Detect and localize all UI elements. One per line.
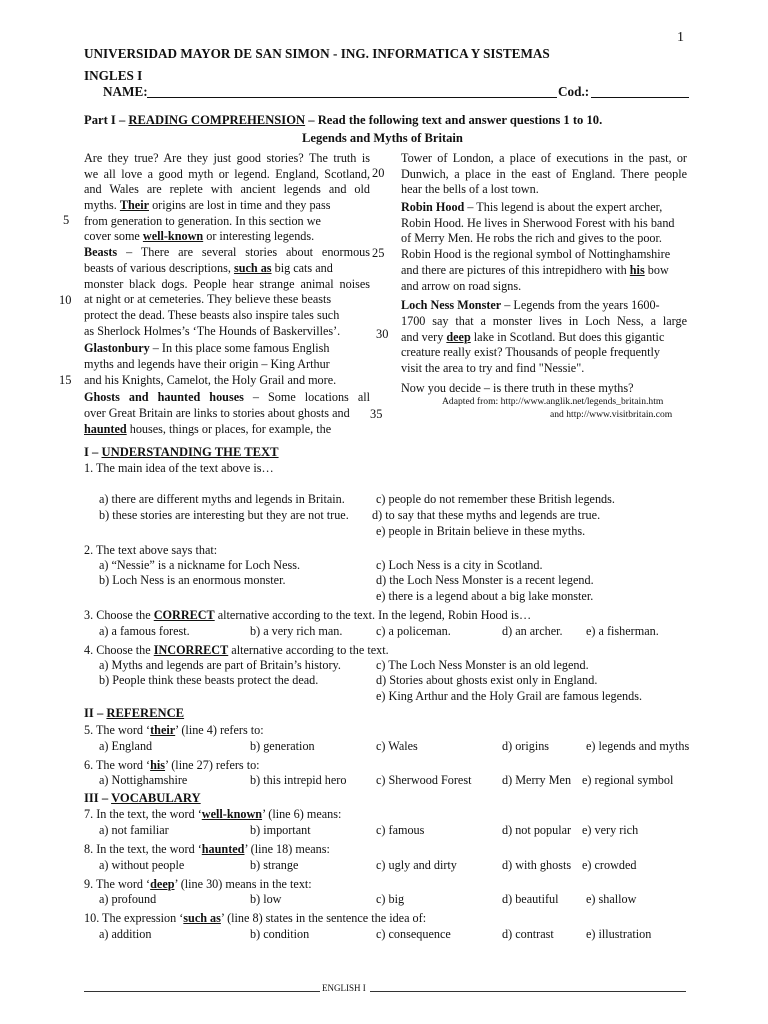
passage-line: myths and legends have their origin – King Arthur [84,356,330,371]
passage-line: 1700 say that a monster lives in Loch Ness, a large [401,313,687,328]
option-9c[interactable]: c) big [376,892,405,906]
passage-line: haunted houses, things or places, for example, the [84,421,332,436]
option-3e[interactable]: e) a fisherman. [586,624,659,638]
passage-line: we all love a good myth or legend. England, Scotland, [84,166,370,181]
passage-line: and Wales are replete with ancient legends and old [84,182,370,197]
option-6c[interactable]: c) Sherwood Forest [376,773,472,787]
option-10a[interactable]: a) addition [99,927,152,941]
passage-line: and his Knights, Camelot, the Holy Grail and more. [84,372,337,387]
passage-line: creature really exist? Thousands of people frequently [401,345,660,360]
source-citation: Adapted from: http://www.anglik.net/legends_britain.htm [442,396,664,407]
line-number: 25 [372,246,385,260]
code-label: Cod.: [558,84,590,99]
code-field-line[interactable] [591,97,689,98]
option-2a[interactable]: a) “Nessie” is a nickname for Loch Ness. [99,558,301,572]
passage-line: Ghosts and haunted houses – Some locations all [84,390,371,405]
passage-line: Dunwich, a place in the east of England. There people [401,166,687,181]
option-4b[interactable]: b) People think these beasts protect the dead. [99,673,319,687]
passage-line: protect the dead. These beasts also inspire tales such [84,307,340,322]
option-6d[interactable]: d) Merry Men [502,773,572,787]
passage-line: and arrow on road signs. [401,278,522,293]
question-1: 1. The main idea of the text above is… [84,461,274,475]
line-number: 20 [372,166,385,180]
source-citation: and http://www.visitbritain.com [550,409,673,420]
section-heading: III – VOCABULARY [84,791,201,805]
page-number: 1 [677,30,684,45]
passage-line: monster black dogs. People hear strange animal noises [84,276,370,291]
passage-line: hear the bells of a lost town. [401,182,539,197]
question-9: 9. The word ‘deep’ (line 30) means in the text: [84,877,312,891]
part1-prefix: Part I – [84,113,129,127]
section-heading: II – REFERENCE [84,706,185,720]
question-5: 5. The word ‘their’ (line 4) refers to: [84,723,264,737]
line-number: 15 [59,373,72,387]
passage-line: Robin Hood is the regional symbol of Nottinghamshire [401,247,671,262]
question-3: 3. Choose the CORRECT alternative according to the text. In the legend, Robin Hood is… [84,608,532,622]
option-1a[interactable]: a) there are different myths and legends in Britain. [99,492,345,506]
option-2b[interactable]: b) Loch Ness is an enormous monster. [99,573,286,587]
footer-rule-right [370,991,686,992]
option-7d[interactable]: d) not popular [502,823,572,837]
question-10: 10. The expression ‘such as’ (line 8) states in the sentence the idea of: [84,911,427,925]
option-4d[interactable]: d) Stories about ghosts exist only in England. [376,673,598,687]
option-3b[interactable]: b) a very rich man. [250,624,343,638]
passage-line: Beasts – There are several stories about enormous [84,245,370,260]
passage-line: Glastonbury – In this place some famous English [84,341,330,356]
question-8: 8. In the text, the word ‘haunted’ (line 18) means: [84,842,330,856]
option-3d[interactable]: d) an archer. [502,624,563,638]
question-2: 2. The text above says that: [84,543,218,557]
part1-title: READING COMPREHENSION [128,113,306,127]
option-9b[interactable]: b) low [250,892,282,906]
name-label: NAME: [103,84,148,99]
option-10d[interactable]: d) contrast [502,927,554,941]
option-7a[interactable]: a) not familiar [99,823,169,837]
passage-right-column [401,151,687,396]
passage-line: Robin Hood. He lives in Sherwood Forest with his band [401,215,675,230]
option-5e[interactable]: e) legends and myths [586,739,690,753]
option-10e[interactable]: e) illustration [586,927,652,941]
option-8a[interactable]: a) without people [99,858,185,872]
option-5a[interactable]: a) England [99,739,153,753]
option-2e[interactable]: e) there is a legend about a big lake monster. [376,589,594,603]
passage-line: at night or at cemeteries. They believe these beasts [84,292,332,307]
passage-line: Now you decide – is there truth in these myths? [401,380,634,395]
option-6a[interactable]: a) Nottighamshire [99,773,188,787]
part1-instructions: – Read the following text and answer questions 1 to 10. [305,113,603,127]
option-4e[interactable]: e) King Arthur and the Holy Grail are famous legends. [376,689,643,703]
option-8b[interactable]: b) strange [250,858,299,872]
passage-line: and there are pictures of this intrepidhero with his bow [401,262,669,277]
question-7: 7. In the text, the word ‘well-known’ (line 6) means: [84,807,342,821]
option-3a[interactable]: a) a famous forest. [99,624,190,638]
option-6e[interactable]: e) regional symbol [582,773,674,787]
passage-line: and very deep lake in Scotland. But does this gigantic [401,329,665,344]
option-7c[interactable]: c) famous [376,823,425,837]
footer-rule-left [84,991,320,992]
passage-line: Are they true? Are they just good stories? The truth is [84,151,370,165]
option-5c[interactable]: c) Wales [376,739,418,753]
passage-line: from generation to generation. In this section we [84,213,321,228]
option-8d[interactable]: d) with ghosts [502,858,572,872]
footer-label: ENGLISH I [322,983,366,993]
university-heading: UNIVERSIDAD MAYOR DE SAN SIMON - ING. INFORMATICA Y SISTEMAS [84,46,550,61]
passage-line: cover some well-known or interesting legends. [84,229,315,244]
passage-line: as Sherlock Holmes’s ‘The Hounds of Baskervilles’. [84,323,341,338]
option-9a[interactable]: a) profound [99,892,157,906]
option-2d[interactable]: d) the Loch Ness Monster is a recent legend. [376,573,594,587]
option-1b[interactable]: b) these stories are interesting but they are not true. [99,508,349,522]
option-5d[interactable]: d) origins [502,739,550,753]
passage-title: Legends and Myths of Britain [302,131,463,145]
option-3c[interactable]: c) a policeman. [376,624,451,638]
passage-line: Tower of London, a place of executions in the past, or [401,151,687,165]
option-4c[interactable]: c) The Loch Ness Monster is an old legend. [376,658,589,672]
passage-line: Robin Hood – This legend is about the expert archer, [401,200,663,215]
option-10b[interactable]: b) condition [250,927,310,941]
option-1d[interactable]: d) to say that these myths and legends are true. [372,508,601,522]
passage-line: over Great Britain are links to stories about ghosts and [84,406,350,420]
passage-line: Loch Ness Monster – Legends from the years 1600- [401,298,660,313]
option-7e[interactable]: e) very rich [582,823,639,837]
question-6: 6. The word ‘his’ (line 27) refers to: [84,758,260,772]
line-number: 10 [59,293,72,307]
option-1c[interactable]: c) people do not remember these British legends. [376,492,615,506]
passage-line: visit the area to try and find "Nessie". [401,360,585,375]
name-field-line[interactable] [147,97,557,98]
option-6b[interactable]: b) this intrepid hero [250,773,347,787]
option-4a[interactable]: a) Myths and legends are part of Britain’s history. [99,658,341,672]
option-2c[interactable]: c) Loch Ness is a city in Scotland. [376,558,543,572]
option-9e[interactable]: e) shallow [586,892,637,906]
option-8e[interactable]: e) crowded [582,858,637,872]
line-number: 5 [63,213,70,227]
option-10c[interactable]: c) consequence [376,927,451,941]
line-number: 30 [376,327,389,341]
part1-heading [84,113,602,128]
section-heading: I – UNDERSTANDING THE TEXT [84,445,279,459]
option-8c[interactable]: c) ugly and dirty [376,858,457,872]
line-number: 35 [370,407,383,421]
passage-line: beasts of various descriptions, such as big cats and [84,260,333,275]
option-7b[interactable]: b) important [250,823,311,837]
passage-left-column [84,151,370,437]
passage-line: of Merry Men. He robs the rich and gives to the poor. [401,231,662,246]
option-5b[interactable]: b) generation [250,739,315,753]
option-9d[interactable]: d) beautiful [502,892,559,906]
option-1e[interactable]: e) people in Britain believe in these myths. [376,524,586,538]
passage-line: myths. Their origins are lost in time and they pass [84,198,331,213]
question-4: 4. Choose the INCORRECT alternative according to the text. [84,643,389,657]
course-label: INGLES I [84,68,143,83]
